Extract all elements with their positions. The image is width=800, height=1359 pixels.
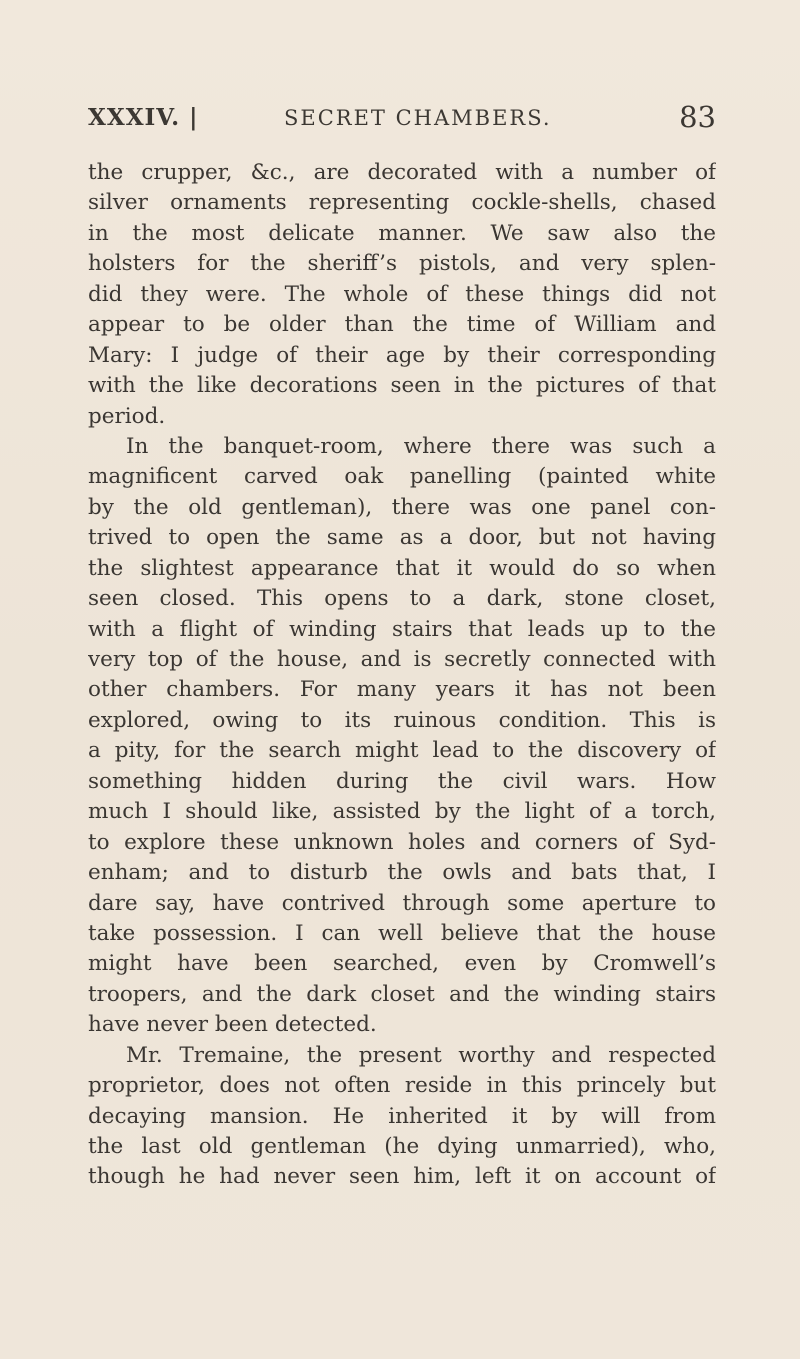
text-line: Mary: I judge of their age by their corresponding	[88, 342, 716, 368]
text-line: explored, owing to its ruinous condition. This is	[88, 707, 716, 733]
text-line: take possession. I can well believe that the house	[88, 920, 716, 946]
text-line: other chambers. For many years it has not been	[88, 677, 716, 703]
running-head	[88, 100, 716, 140]
text-line: though he had never seen him, left it on account of	[88, 1164, 716, 1190]
text-line: dare say, have contrived through some aperture to	[88, 890, 716, 916]
text-line: by the old gentleman), there was one panel con-	[88, 494, 716, 520]
text-line: a pity, for the search might lead to the discovery of	[88, 738, 716, 764]
text-line: proprietor, does not often reside in this princely but	[88, 1073, 716, 1099]
text-line: in the most delicate manner. We saw also the	[88, 220, 716, 246]
paragraph-start-line: Mr. Tremaine, the present worthy and respected	[126, 1042, 716, 1068]
chapter-number: XXXIV. |	[88, 104, 199, 131]
text-line: have never been detected.	[88, 1012, 377, 1038]
paragraph-start-line: In the banquet-room, where there was such a	[126, 433, 716, 459]
text-line: magnificent carved oak panelling (painted white	[88, 464, 716, 490]
text-line: might have been searched, even by Cromwell’s	[88, 951, 716, 977]
text-line: appear to be older than the time of William and	[88, 312, 716, 338]
text-line: decaying mansion. He inherited it by will from	[88, 1103, 716, 1129]
text-line: troopers, and the dark closet and the winding stairs	[88, 981, 716, 1007]
text-line: something hidden during the civil wars. How	[88, 768, 716, 794]
body-text	[88, 158, 716, 1193]
text-line: silver ornaments representing cockle-shells, chased	[88, 190, 716, 216]
running-title: SECRET CHAMBERS.	[284, 106, 552, 130]
text-line: did they were. The whole of these things did not	[88, 281, 716, 307]
text-line: with a flight of winding stairs that leads up to the	[88, 616, 716, 642]
text-line: with the like decorations seen in the pictures of that	[88, 373, 716, 399]
text-line: period.	[88, 403, 166, 429]
text-line: to explore these unknown holes and corners of Syd-	[88, 829, 716, 855]
text-line: the last old gentleman (he dying unmarried), who,	[88, 1134, 716, 1159]
text-line: trived to open the same as a door, but not having	[88, 525, 716, 551]
text-line: the crupper, &c., are decorated with a number of	[88, 160, 716, 185]
text-line: the slightest appearance that it would do so when	[88, 555, 716, 581]
text-line: very top of the house, and is secretly connected with	[88, 647, 716, 672]
page-number: 83	[679, 100, 716, 134]
text-line: holsters for the sheriff’s pistols, and very splen-	[88, 251, 716, 277]
text-line: enham; and to disturb the owls and bats that, I	[88, 860, 716, 886]
text-line: seen closed. This opens to a dark, stone closet,	[88, 586, 716, 612]
text-line: much I should like, assisted by the light of a torch,	[88, 799, 716, 825]
